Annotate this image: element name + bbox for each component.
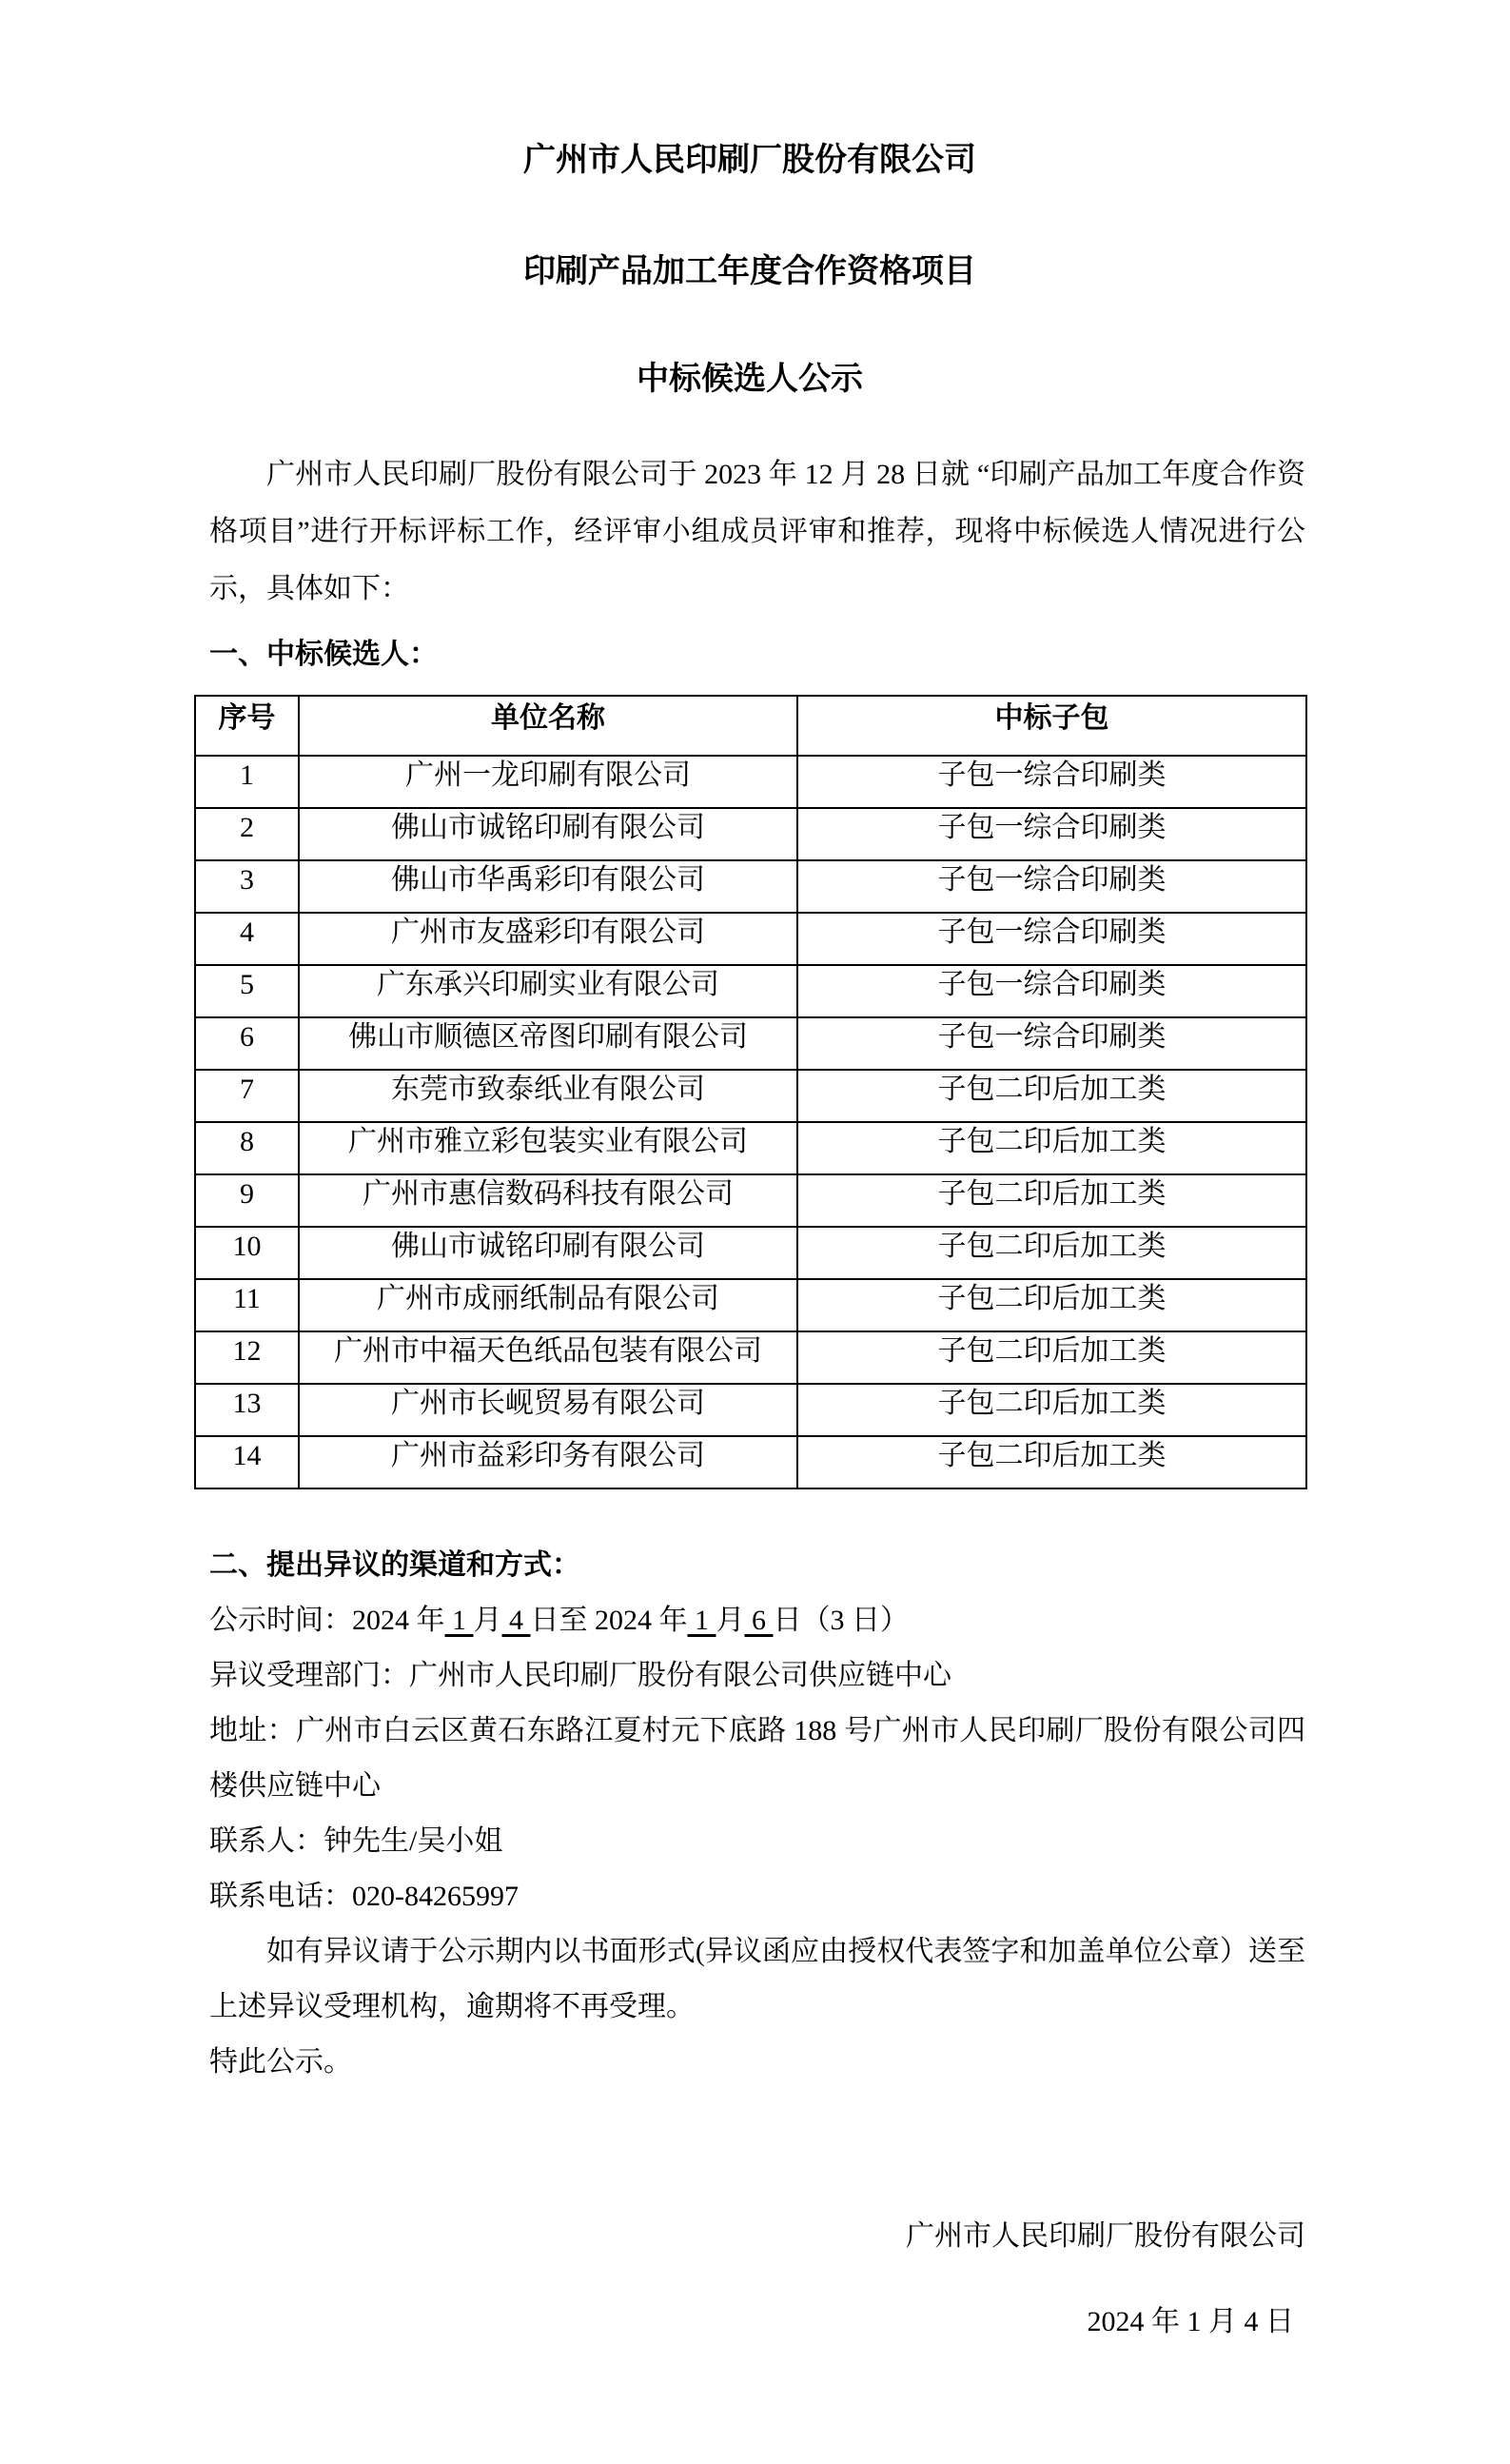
row-seq: 13 [195,1384,299,1436]
objection-paragraph: 如有异议请于公示期内以书面形式(异议函应由授权代表签字和加盖单位公章）送至上述异议受理机构，逾期将不再受理。 [209,1936,1305,2022]
row-company: 佛山市诚铭印刷有限公司 [299,808,797,860]
row-package: 子包一综合印刷类 [797,860,1306,913]
row-package: 子包一综合印刷类 [797,756,1306,808]
table-row [195,1331,1306,1384]
publicity-time-mid: 日至 2024 年 [530,1605,688,1636]
section-heading-objection: 二、提出异议的渠道和方式： [209,1549,580,1581]
row-package: 子包二印后加工类 [797,1070,1306,1122]
publicity-time-line [209,1593,1305,1648]
address-line: 地址：广州市白云区黄石东路江夏村元下底路 188 号广州市人民印刷厂股份有限公司四楼供应链中心 [209,1715,1305,1802]
row-package: 子包一综合印刷类 [797,913,1306,965]
row-company: 广州市惠信数码科技有限公司 [299,1174,797,1227]
candidates-table [194,695,1307,1489]
row-company: 佛山市顺德区帝图印刷有限公司 [299,1017,797,1070]
row-package: 子包二印后加工类 [797,1122,1306,1174]
row-package: 子包一综合印刷类 [797,808,1306,860]
row-seq: 8 [195,1122,299,1174]
row-company: 广东承兴印刷实业有限公司 [299,965,797,1017]
row-seq: 6 [195,1017,299,1070]
row-seq: 5 [195,965,299,1017]
table-row [195,1174,1306,1227]
row-company: 广州一龙印刷有限公司 [299,756,797,808]
row-seq: 14 [195,1436,299,1488]
row-package: 子包二印后加工类 [797,1331,1306,1384]
row-company: 广州市益彩印务有限公司 [299,1436,797,1488]
row-company: 广州市中福天色纸品包装有限公司 [299,1331,797,1384]
document-title-project: 印刷产品加工年度合作资格项目 [523,254,976,289]
intro-paragraph: 广州市人民印刷厂股份有限公司于 2023 年 12 月 28 日就 “印刷产品加工年度合作资格项目”进行开标评标工作，经评审小组成员评审和推荐，现将中标候选人情况进行公示，具体如下： [209,459,1305,604]
table-row [195,1017,1306,1070]
table-row [195,1384,1306,1436]
closing-line: 特此公示。 [209,2046,352,2078]
publicity-time-suffix: 日（3 日） [773,1605,909,1636]
publicity-time-sep1: 月 [473,1605,502,1636]
row-company: 广州市成丽纸制品有限公司 [299,1279,797,1331]
publicity-time-sep2: 月 [716,1605,745,1636]
footer-company-signature: 广州市人民印刷厂股份有限公司 [906,2220,1305,2252]
row-package: 子包二印后加工类 [797,1174,1306,1227]
table-header-row [195,696,1306,756]
department-line: 异议受理部门：广州市人民印刷厂股份有限公司供应链中心 [209,1660,951,1691]
table-row [195,1436,1306,1488]
row-seq: 4 [195,913,299,965]
table-row [195,913,1306,965]
table-header-seq: 序号 [195,696,299,756]
table-row [195,1070,1306,1122]
row-package: 子包一综合印刷类 [797,1017,1306,1070]
row-package: 子包二印后加工类 [797,1279,1306,1331]
row-seq: 9 [195,1174,299,1227]
row-company: 广州市友盛彩印有限公司 [299,913,797,965]
publicity-time-month-end: 1 [687,1605,716,1636]
table-header-name: 单位名称 [299,696,797,756]
row-package: 子包二印后加工类 [797,1227,1306,1279]
row-company: 佛山市诚铭印刷有限公司 [299,1227,797,1279]
row-company: 东莞市致泰纸业有限公司 [299,1070,797,1122]
row-package: 子包二印后加工类 [797,1436,1306,1488]
table-row [195,1122,1306,1174]
footer-date: 2024 年 1 月 4 日 [1087,2306,1294,2337]
table-row [195,756,1306,808]
table-header-package: 中标子包 [797,696,1306,756]
row-seq: 10 [195,1227,299,1279]
table-row [195,965,1306,1017]
row-seq: 11 [195,1279,299,1331]
publicity-time-month-start: 1 [444,1605,474,1636]
row-company: 广州市雅立彩包装实业有限公司 [299,1122,797,1174]
row-seq: 12 [195,1331,299,1384]
objection-section [209,1538,1305,2090]
row-package: 子包二印后加工类 [797,1384,1306,1436]
row-seq: 1 [195,756,299,808]
row-company: 广州市长岘贸易有限公司 [299,1384,797,1436]
section-heading-candidates: 一、中标候选人： [209,639,438,670]
row-package: 子包一综合印刷类 [797,965,1306,1017]
table-row [195,808,1306,860]
row-company: 佛山市华禹彩印有限公司 [299,860,797,913]
row-seq: 3 [195,860,299,913]
document-title-announcement: 中标候选人公示 [637,362,863,397]
row-seq: 2 [195,808,299,860]
table-row [195,860,1306,913]
table-row [195,1279,1306,1331]
row-seq: 7 [195,1070,299,1122]
table-row [195,1227,1306,1279]
document-content [194,0,1305,2350]
document-title-company: 广州市人民印刷厂股份有限公司 [523,143,976,178]
publicity-time-prefix: 公示时间：2024 年 [209,1605,445,1636]
publicity-time-day-end: 6 [744,1605,774,1636]
contact-line: 联系人：钟先生/吴小姐 [209,1825,503,1857]
publicity-time-day-start: 4 [501,1605,531,1636]
phone-line: 联系电话：020-84265997 [209,1881,519,1912]
